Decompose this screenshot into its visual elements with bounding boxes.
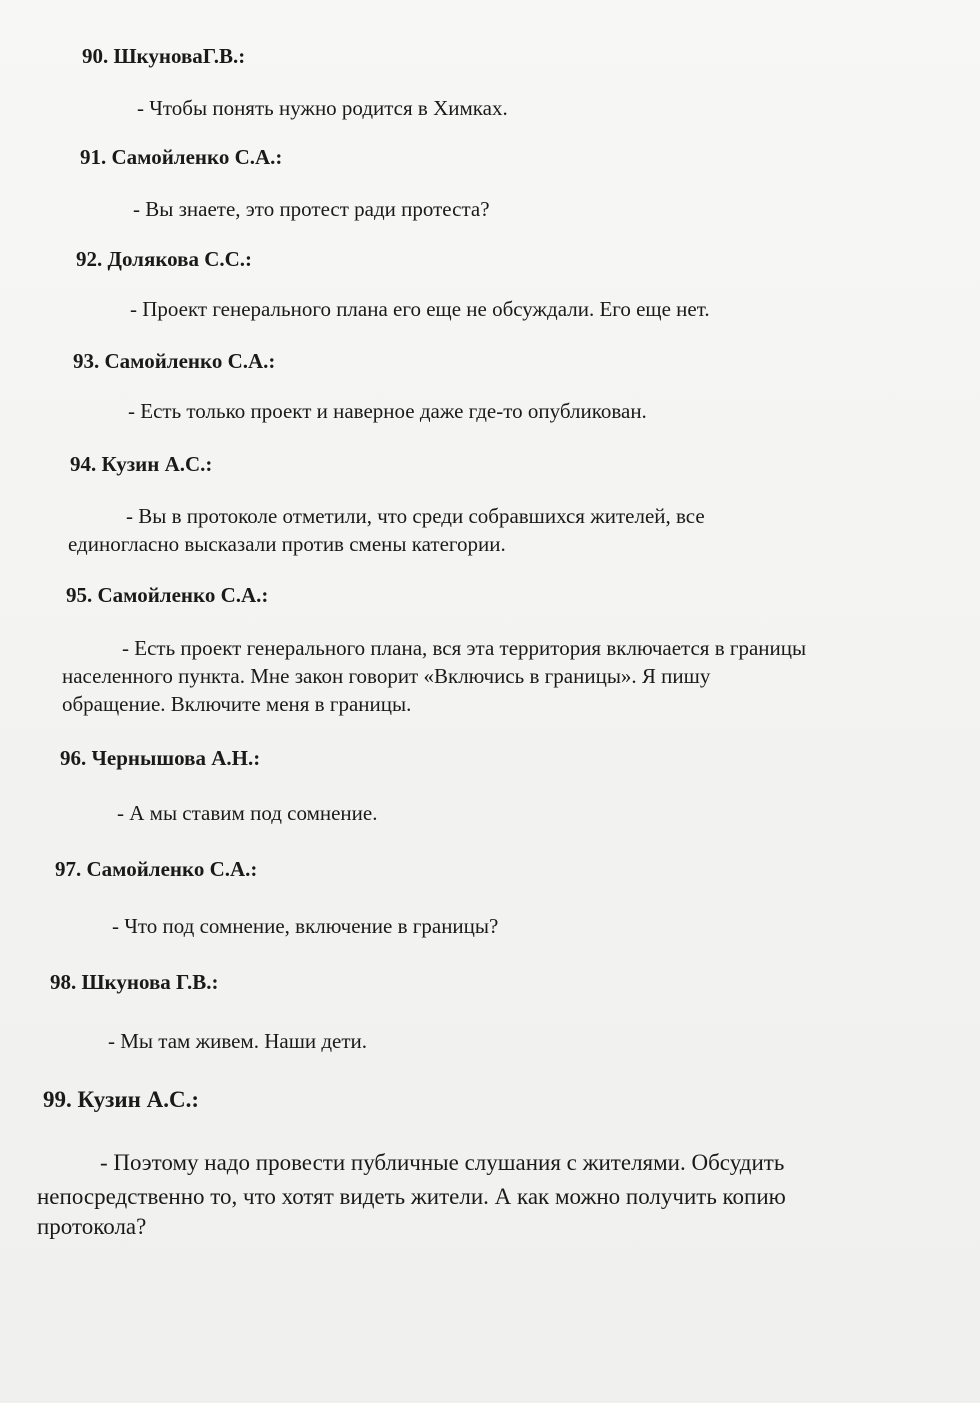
remark-line: - Поэтому надо провести публичные слушания с жителями. Обсудить	[100, 1150, 785, 1175]
speaker-heading: 97. Самойленко С.А.:	[55, 857, 258, 881]
speaker-heading: 96. Чернышова А.Н.:	[60, 746, 261, 770]
remark-line: единогласно высказали против смены категории.	[68, 532, 506, 556]
remark-line: - Есть проект генерального плана, вся эта территория включается в границы	[122, 636, 807, 660]
speaker-heading: 95. Самойленко С.А.:	[66, 583, 269, 607]
remark-line: протокола?	[37, 1214, 147, 1239]
remark-line: - А мы ставим под сомнение.	[117, 801, 378, 825]
remark-line: - Мы там живем. Наши дети.	[108, 1029, 368, 1053]
remark-line: - Проект генерального плана его еще не обсуждали. Его еще нет.	[130, 297, 710, 321]
speaker-heading: 92. Долякова С.С.:	[76, 247, 253, 271]
remark-line: населенного пункта. Мне закон говорит «Включись в границы». Я пишу	[62, 664, 711, 688]
remark-line: - Что под сомнение, включение в границы?	[112, 914, 499, 938]
remark-line: обращение. Включите меня в границы.	[62, 692, 412, 716]
speaker-heading: 99. Кузин А.С.:	[43, 1087, 199, 1112]
speaker-heading: 93. Самойленко С.А.:	[73, 349, 276, 373]
speaker-heading: 90. ШкуноваГ.В.:	[82, 44, 246, 68]
remark-line: - Чтобы понять нужно родится в Химках.	[137, 96, 508, 120]
remark-line: непосредственно то, что хотят видеть жители. А как можно получить копию	[37, 1184, 786, 1209]
speaker-heading: 98. Шкунова Г.В.:	[50, 970, 219, 994]
remark-line: - Есть только проект и наверное даже где-то опубликован.	[128, 399, 647, 423]
speaker-heading: 94. Кузин А.С.:	[70, 452, 213, 476]
remark-line: - Вы знаете, это протест ради протеста?	[133, 197, 490, 221]
remark-line: - Вы в протоколе отметили, что среди собравшихся жителей, все	[126, 504, 705, 528]
speaker-heading: 91. Самойленко С.А.:	[80, 145, 283, 169]
